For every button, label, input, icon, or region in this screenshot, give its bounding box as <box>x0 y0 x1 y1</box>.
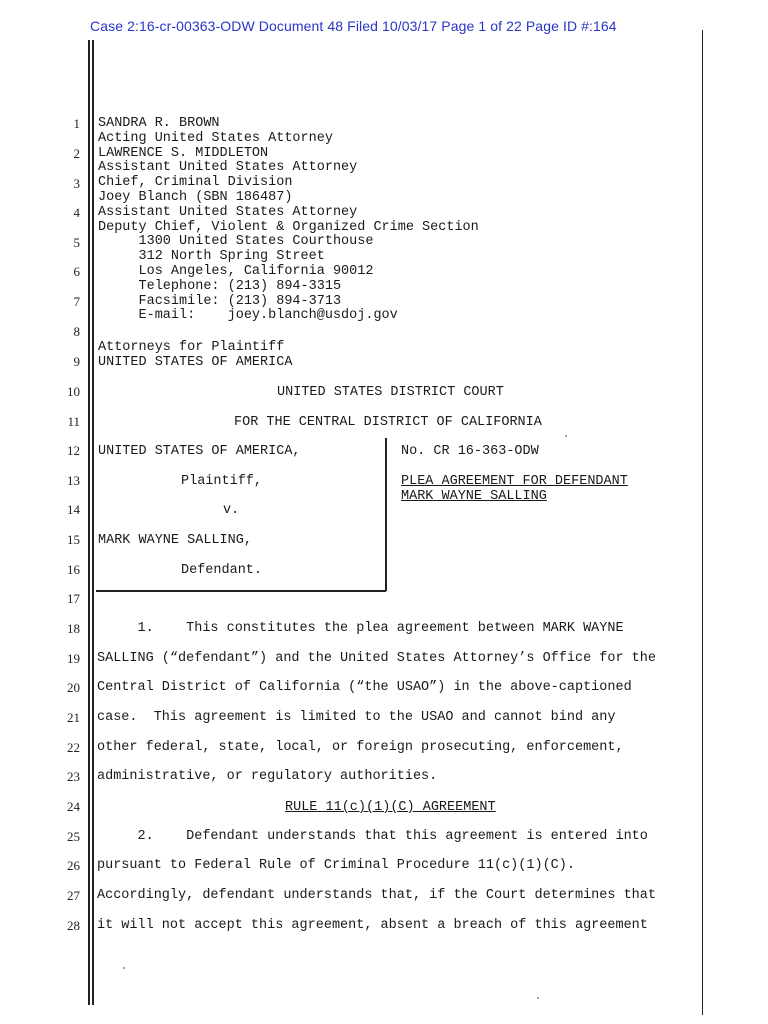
court-district: FOR THE CENTRAL DISTRICT OF CALIFORNIA <box>234 415 542 430</box>
document-title-line-1: PLEA AGREEMENT FOR DEFENDANT <box>401 474 628 489</box>
line-number: 25 <box>67 829 80 844</box>
line-number: 24 <box>67 799 80 814</box>
line-number: 10 <box>67 384 80 399</box>
line-number: 17 <box>67 591 80 606</box>
attorney-block-line: Chief, Criminal Division <box>98 175 293 191</box>
caption-defendant: MARK WAYNE SALLING, <box>98 533 252 548</box>
attorney-block-line: Assistant United States Attorney <box>98 160 358 176</box>
body-line: other federal, state, local, or foreign prosecuting, enforcement, <box>97 740 624 755</box>
line-number: 14 <box>67 502 80 517</box>
body-line: Central District of California (“the USAO”) in the above-captioned <box>97 680 632 695</box>
attorneys-for-line-2: UNITED STATES OF AMERICA <box>98 355 293 370</box>
caption-defendant-role: Defendant. <box>181 563 263 578</box>
case-header: Case 2:16-cr-00363-ODW Document 48 Filed 10/03/17 Page 1 of 22 Page ID #:164 <box>90 18 617 34</box>
body-line: 1. This constitutes the plea agreement between MARK WAYNE <box>97 621 624 636</box>
caption-plaintiff-role: Plaintiff, <box>181 474 263 489</box>
line-number: 6 <box>73 264 80 279</box>
line-number: 3 <box>73 176 80 191</box>
line-number: 9 <box>73 354 80 369</box>
caption-versus: v. <box>223 503 240 518</box>
caption-divider-vertical <box>385 438 387 591</box>
section-heading: RULE 11(c)(1)(C) AGREEMENT <box>285 800 496 815</box>
line-number: 26 <box>67 858 80 873</box>
line-number: 16 <box>67 562 80 577</box>
caption-plaintiff: UNITED STATES OF AMERICA, <box>98 444 301 459</box>
body-line: it will not accept this agreement, absent a breach of this agreement <box>97 918 648 933</box>
line-number: 2 <box>73 146 80 161</box>
right-margin-rule <box>702 30 703 1015</box>
line-number: 1 <box>73 116 80 131</box>
line-number: 12 <box>67 443 80 458</box>
scan-speck <box>537 997 539 999</box>
attorney-block-line: Los Angeles, California 90012 <box>98 264 374 279</box>
attorney-block-line: Telephone: (213) 894-3315 <box>98 278 342 294</box>
line-number: 4 <box>73 205 80 220</box>
caption-divider-horizontal <box>96 590 386 592</box>
attorney-block-line: E-mail: joey.blanch@usdoj.gov <box>98 308 398 324</box>
attorney-block-line: SANDRA R. BROWN <box>98 116 220 131</box>
scan-speck <box>123 967 125 969</box>
line-number: 19 <box>67 651 80 666</box>
left-margin-rule-inner <box>92 40 94 1005</box>
body-line: administrative, or regulatory authorities. <box>97 769 438 784</box>
document-title-line-2: MARK WAYNE SALLING <box>401 489 547 504</box>
scan-speck <box>565 435 567 437</box>
attorney-block-line: 1300 United States Courthouse <box>98 234 374 250</box>
line-number: 18 <box>67 621 80 636</box>
line-number: 11 <box>67 414 80 429</box>
attorney-block-line: Facsimile: (213) 894-3713 <box>98 293 342 309</box>
body-line: Accordingly, defendant understands that, if the Court determines that <box>97 888 656 903</box>
line-number: 28 <box>67 918 80 933</box>
attorneys-for-line-1: Attorneys for Plaintiff <box>98 340 285 355</box>
line-number: 27 <box>67 888 80 903</box>
attorney-block-line: Assistant United States Attorney <box>98 204 358 220</box>
body-line: pursuant to Federal Rule of Criminal Procedure 11(c)(1)(C). <box>97 858 575 873</box>
body-line: SALLING (“defendant”) and the United States Attorney’s Office for the <box>97 651 656 666</box>
line-number: 22 <box>67 740 80 755</box>
line-number: 15 <box>67 532 80 547</box>
body-line: case. This agreement is limited to the USAO and cannot bind any <box>97 710 616 725</box>
attorney-block-line: 312 North Spring Street <box>98 249 325 265</box>
attorney-block-line: LAWRENCE S. MIDDLETON <box>98 145 269 161</box>
line-number: 23 <box>67 769 80 784</box>
line-number: 21 <box>67 710 80 725</box>
attorney-block-line: Deputy Chief, Violent & Organized Crime Section <box>98 219 479 235</box>
line-number: 13 <box>67 473 80 488</box>
attorney-block-line: Acting United States Attorney <box>98 130 333 146</box>
line-number: 20 <box>67 680 80 695</box>
line-number: 7 <box>73 294 80 309</box>
left-margin-rule-outer <box>88 40 90 1005</box>
court-name: UNITED STATES DISTRICT COURT <box>277 385 504 400</box>
line-number: 5 <box>73 235 80 250</box>
case-number: No. CR 16-363-ODW <box>401 444 539 459</box>
body-line: 2. Defendant understands that this agreement is entered into <box>97 829 648 844</box>
attorney-block-line: Joey Blanch (SBN 186487) <box>98 190 293 205</box>
line-number: 8 <box>73 324 80 339</box>
